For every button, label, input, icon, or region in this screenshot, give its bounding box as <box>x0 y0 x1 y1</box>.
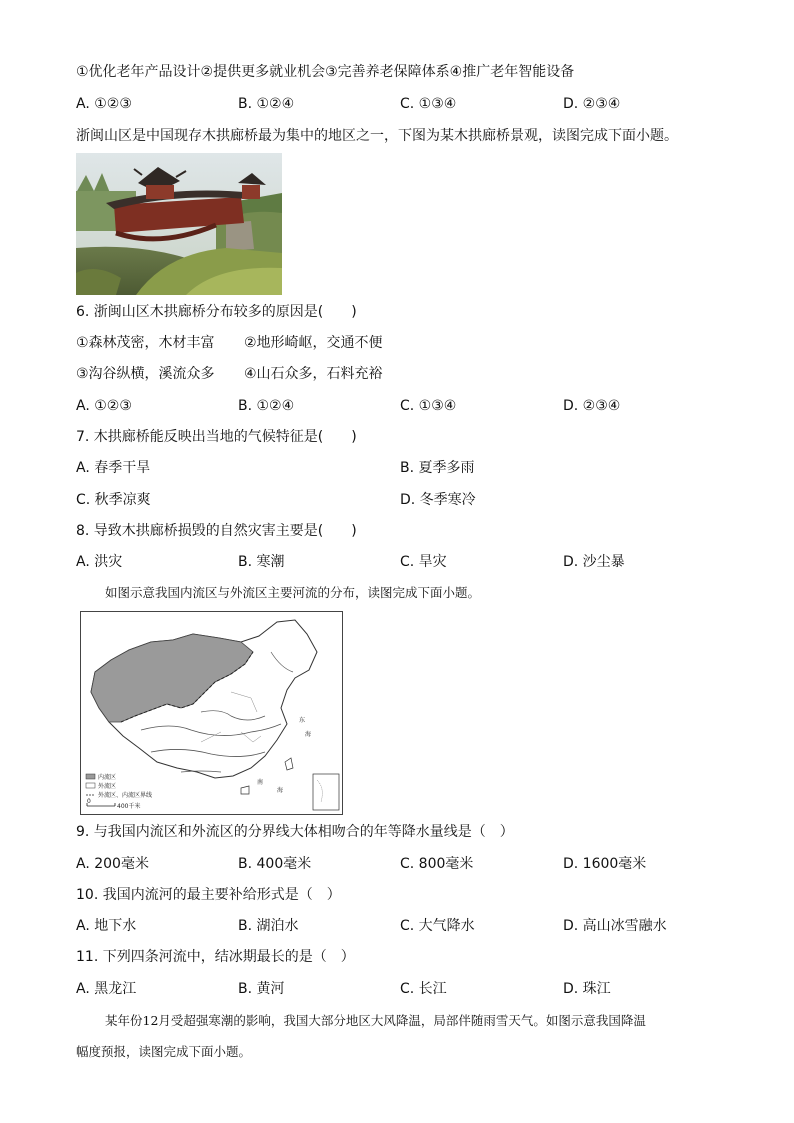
q9-option-a[interactable]: A. 200毫米 <box>76 856 149 872</box>
q8-option-b[interactable]: B. 寒潮 <box>238 554 285 570</box>
q10-option-c[interactable]: C. 大气降水 <box>400 918 475 934</box>
intro-covered-bridge: 浙闽山区是中国现存木拱廊桥最为集中的地区之一，下图为某木拱廊桥景观，读图完成下面小题。 <box>76 128 678 144</box>
q7-option-b[interactable]: B. 夏季多雨 <box>400 460 475 476</box>
map-label-sea-2: 海 <box>277 787 284 794</box>
q10-option-a[interactable]: A. 地下水 <box>76 918 137 934</box>
q8-stem: 8. 导致木拱廊桥损毁的自然灾害主要是( ) <box>76 523 357 539</box>
q9-option-c[interactable]: C. 800毫米 <box>400 856 474 872</box>
map-legend <box>86 773 152 810</box>
map-label-south: 南 <box>257 779 264 786</box>
q9-option-d[interactable]: D. 1600毫米 <box>563 856 647 872</box>
q6-stem: 6. 浙闽山区木拱廊桥分布较多的原因是( ) <box>76 304 357 320</box>
q11-option-d[interactable]: D. 珠江 <box>563 981 611 997</box>
map-scale: 400千米 <box>117 803 141 810</box>
q6-option-a[interactable]: A. ①②③ <box>76 398 132 414</box>
q8-option-d[interactable]: D. 沙尘暴 <box>563 554 625 570</box>
q11-option-b[interactable]: B. 黄河 <box>238 981 285 997</box>
q5-option-d[interactable]: D. ②③④ <box>563 96 621 112</box>
svg-text:0: 0 <box>87 798 91 805</box>
q5-option-c[interactable]: C. ①③④ <box>400 96 457 112</box>
q11-option-a[interactable]: A. 黑龙江 <box>76 981 137 997</box>
q8-option-a[interactable]: A. 洪灾 <box>76 554 123 570</box>
q10-stem: 10. 我国内流河的最主要补给形式是（ ） <box>76 887 341 903</box>
intro-cold-wave-line1: 某年份12月受超强寒潮的影响，我国大部分地区大风降温，局部伴随雨雪天气。如图示意我国降温 <box>105 1013 646 1028</box>
q5-statements: ①优化老年产品设计②提供更多就业机会③完善养老保障体系④推广老年智能设备 <box>76 64 575 80</box>
q6-statement-3: ③沟谷纵横，溪流众多 <box>76 366 215 382</box>
q10-option-d[interactable]: D. 高山冰雪融水 <box>563 918 667 934</box>
q7-option-c[interactable]: C. 秋季凉爽 <box>76 492 151 508</box>
q5-option-a[interactable]: A. ①②③ <box>76 96 132 112</box>
q9-stem: 9. 与我国内流区和外流区的分界线大体相吻合的年等降水量线是（ ） <box>76 824 514 840</box>
intro-cold-wave-line2: 幅度预报，读图完成下面小题。 <box>76 1044 252 1059</box>
legend-boundary: 外流区、内流区界线 <box>98 792 153 799</box>
q6-statement-1: ①森林茂密，木材丰富 <box>76 335 215 351</box>
map-label-east: 东 <box>299 717 306 724</box>
q7-stem: 7. 木拱廊桥能反映出当地的气候特征是( ) <box>76 429 357 445</box>
covered-bridge-photo <box>76 153 282 295</box>
legend-outflow: 外流区 <box>98 783 117 790</box>
q7-option-a[interactable]: A. 春季干旱 <box>76 460 151 476</box>
q11-option-c[interactable]: C. 长江 <box>400 981 447 997</box>
q6-option-d[interactable]: D. ②③④ <box>563 398 621 414</box>
q6-statement-4: ④山石众多，石料充裕 <box>244 366 383 382</box>
map-label-sea-1: 海 <box>305 731 312 738</box>
q9-option-b[interactable]: B. 400毫米 <box>238 856 312 872</box>
intro-drainage-map: 如图示意我国内流区与外流区主要河流的分布，读图完成下面小题。 <box>105 585 481 600</box>
q6-option-b[interactable]: B. ①②④ <box>238 398 295 414</box>
q6-option-c[interactable]: C. ①③④ <box>400 398 457 414</box>
q11-stem: 11. 下列四条河流中，结冰期最长的是（ ） <box>76 949 355 965</box>
q8-option-c[interactable]: C. 旱灾 <box>400 554 447 570</box>
q5-option-b[interactable]: B. ①②④ <box>238 96 295 112</box>
legend-inland: 内流区 <box>98 774 117 781</box>
q10-option-b[interactable]: B. 湖泊水 <box>238 918 299 934</box>
drainage-map <box>80 611 343 815</box>
q6-statement-2: ②地形崎岖，交通不便 <box>244 335 383 351</box>
q7-option-d[interactable]: D. 冬季寒冷 <box>400 492 476 508</box>
